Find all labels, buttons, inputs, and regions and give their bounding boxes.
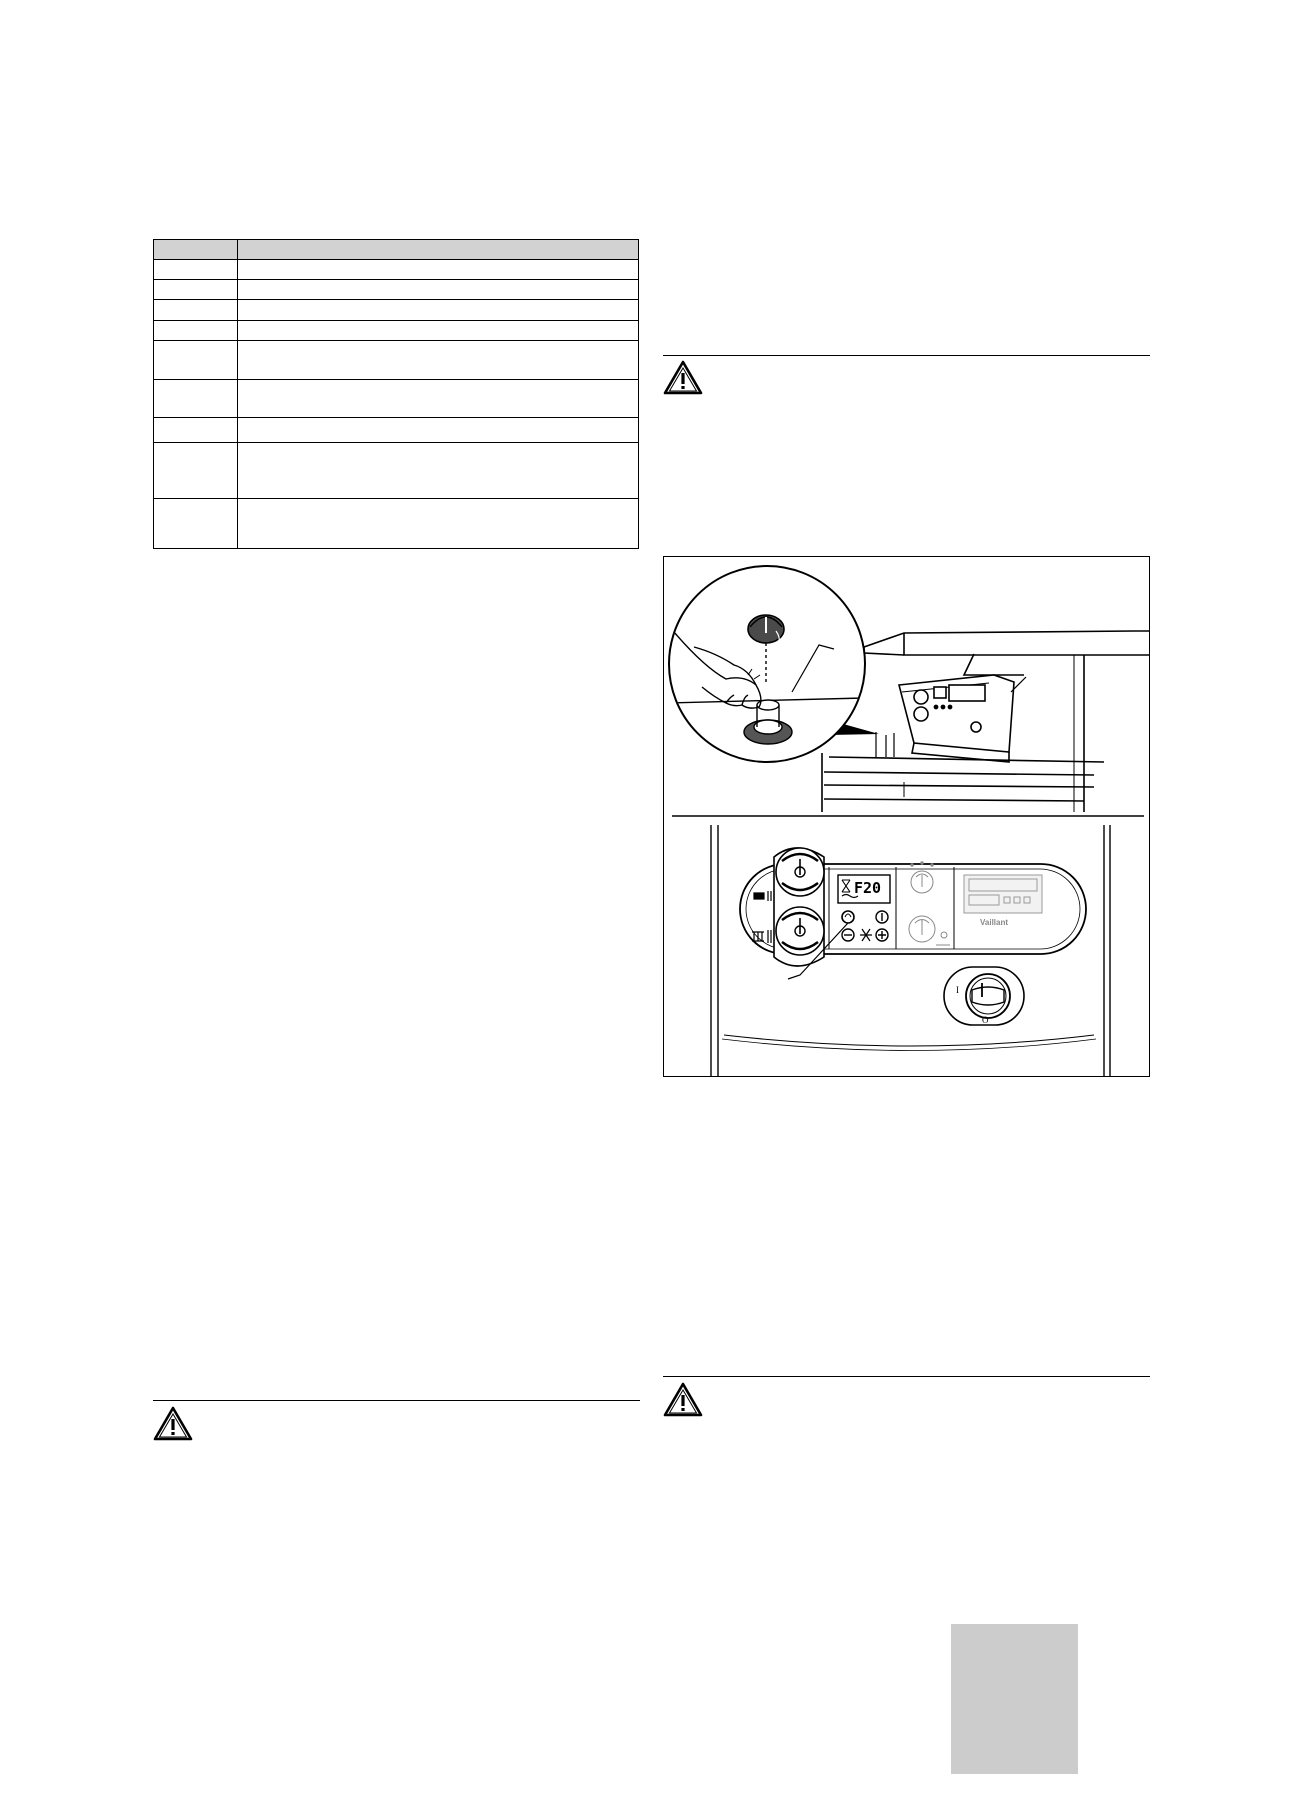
table-cell: [238, 300, 639, 321]
table-row: [154, 341, 639, 380]
table-cell: [238, 280, 639, 300]
table-cell: [154, 300, 238, 321]
table-cell: [238, 443, 639, 499]
table-row: [154, 280, 639, 300]
warning-icon: [663, 360, 703, 396]
table-cell: [154, 380, 238, 418]
table-cell: [238, 321, 639, 341]
table-row: [154, 300, 639, 321]
boiler-housing-illustration: [822, 631, 1150, 812]
switch-on-label: I: [956, 985, 959, 995]
table-cell: [154, 418, 238, 443]
table-cell: [154, 280, 238, 300]
table-row: [154, 499, 639, 549]
table-cell: [238, 260, 639, 280]
table-row: [154, 443, 639, 499]
table-cell: [154, 499, 238, 549]
table-header-cell: [154, 240, 238, 260]
table-cell: [154, 443, 238, 499]
switch-off-label: O: [982, 1015, 989, 1025]
table-cell: [238, 499, 639, 549]
warning-rule-left: [153, 1400, 640, 1401]
boiler-reset-figure: [663, 556, 1150, 1077]
control-panel-illustration: [711, 825, 1110, 1077]
lcd-error-code: F20: [854, 879, 882, 897]
table-header-row: [154, 240, 639, 260]
table-header-cell: [238, 240, 639, 260]
warning-rule-top-right: [663, 355, 1150, 356]
page-tab: [951, 1624, 1078, 1774]
warning-icon: [153, 1406, 193, 1442]
warning-icon: [663, 1382, 703, 1418]
table-row: [154, 260, 639, 280]
warning-rule-bottom-right: [663, 1376, 1150, 1377]
magnified-reset-detail: [668, 566, 865, 762]
table-cell: [238, 418, 639, 443]
hot-water-knob: [776, 848, 824, 896]
brand-logo: Vaillant: [980, 918, 1009, 927]
table-cell: [154, 321, 238, 341]
table-row: [154, 418, 639, 443]
table-cell: [154, 341, 238, 380]
table-row: [154, 321, 639, 341]
table-cell: [238, 341, 639, 380]
heating-knob: [776, 907, 824, 955]
error-code-table: [153, 239, 639, 549]
table-cell: [238, 380, 639, 418]
timer-display: [964, 875, 1042, 913]
table-row: [154, 380, 639, 418]
tap-icon: [754, 891, 771, 901]
table-cell: [154, 260, 238, 280]
